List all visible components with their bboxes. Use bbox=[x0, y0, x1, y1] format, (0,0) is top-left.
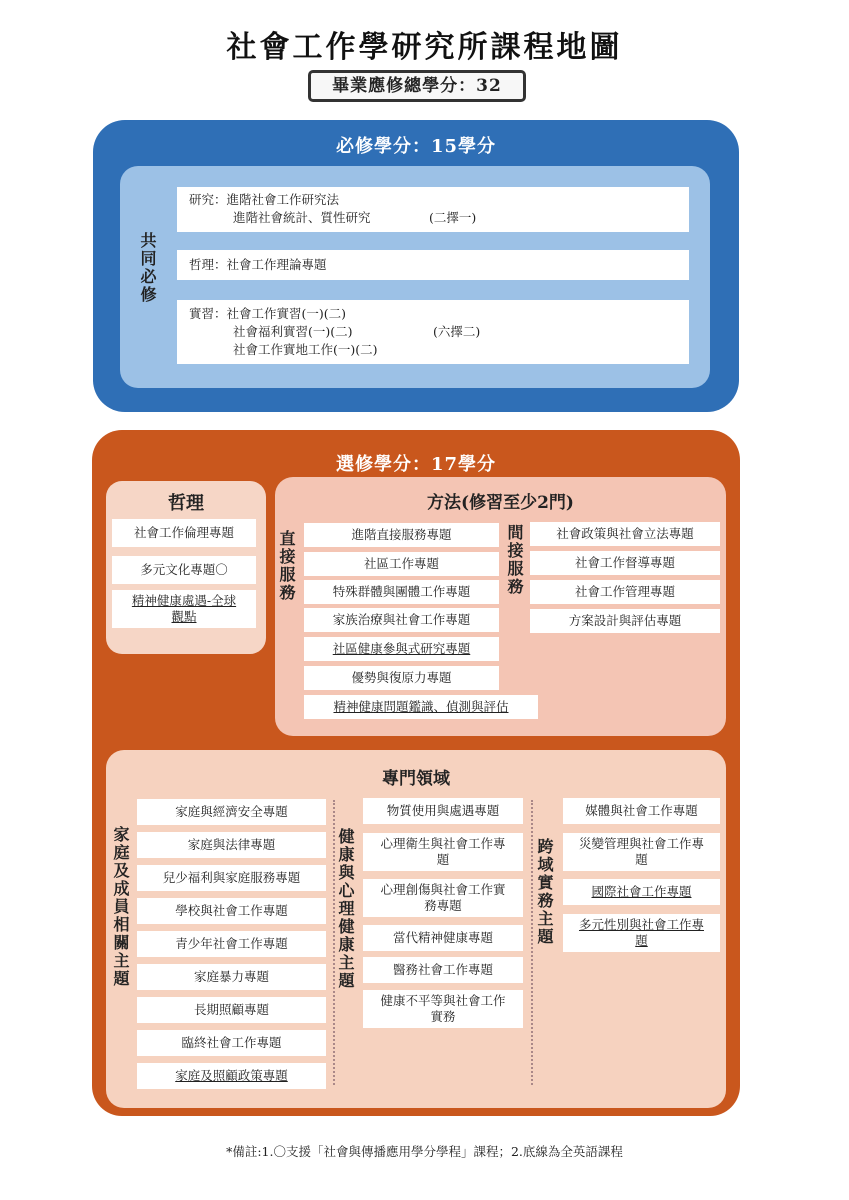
cross-domain-label: 跨域實務主題 bbox=[535, 838, 554, 946]
divider bbox=[333, 800, 335, 1085]
direct-service-label: 直接服務 bbox=[277, 530, 296, 602]
required-heading: 必修學分：15學分 bbox=[335, 136, 497, 157]
health-item: 當代精神健康專題 bbox=[363, 925, 523, 951]
direct-item: 優勢與復原力專題 bbox=[304, 666, 499, 690]
direct-item: 進階直接服務專題 bbox=[304, 523, 499, 547]
direct-item: 精神健康問題鑑識、偵測與評估 bbox=[304, 695, 538, 719]
indirect-item: 方案設計與評估專題 bbox=[530, 609, 720, 633]
common-required-label: 共同必修 bbox=[138, 232, 157, 304]
health-item: 健康不平等與社會工作實務 bbox=[363, 990, 523, 1028]
divider bbox=[531, 800, 533, 1085]
direct-item: 社區健康參與式研究專題 bbox=[304, 637, 499, 661]
family-item: 家庭暴力專題 bbox=[137, 964, 326, 990]
health-item: 醫務社會工作專題 bbox=[363, 957, 523, 983]
total-credits-badge: 畢業應修總學分：32 bbox=[308, 70, 526, 102]
philosophy-title: 哲理 bbox=[168, 493, 204, 514]
philosophy-required-text: 哲理：社會工作理論專題 bbox=[189, 257, 327, 272]
practicum-line-3: 社會工作實地工作(一)(二) bbox=[233, 342, 378, 357]
philosophy-item: 社會工作倫理專題 bbox=[112, 519, 256, 547]
philosophy-item: 多元文化專題〇 bbox=[112, 556, 256, 584]
direct-item: 社區工作專題 bbox=[304, 552, 499, 576]
family-item: 家庭與經濟安全專題 bbox=[137, 799, 326, 825]
family-item: 青少年社會工作專題 bbox=[137, 931, 326, 957]
indirect-item: 社會政策與社會立法專題 bbox=[530, 522, 720, 546]
philosophy-item: 精神健康處遇-全球觀點 bbox=[112, 590, 256, 628]
indirect-item: 社會工作管理專題 bbox=[530, 580, 720, 604]
health-topic-label: 健康與心理健康主題 bbox=[336, 828, 355, 990]
practicum-line-2: 社會福利實習(一)(二) bbox=[233, 324, 353, 339]
practicum-box bbox=[177, 300, 689, 364]
family-item: 學校與社會工作專題 bbox=[137, 898, 326, 924]
research-line-2: 進階社會統計、質性研究 bbox=[233, 210, 371, 225]
research-line-1: 研究：進階社會工作研究法 bbox=[189, 192, 340, 207]
health-item: 物質使用與處遇專題 bbox=[363, 798, 523, 824]
cross-item: 多元性別與社會工作專題 bbox=[563, 914, 720, 952]
family-item: 家庭與法律專題 bbox=[137, 832, 326, 858]
family-item: 長期照顧專題 bbox=[137, 997, 326, 1023]
methods-title: 方法(修習至少2門) bbox=[427, 493, 574, 513]
philosophy-required-box bbox=[177, 250, 689, 280]
practicum-note: (六擇二) bbox=[433, 324, 481, 339]
research-note: (二擇一) bbox=[429, 210, 477, 225]
research-box bbox=[177, 187, 689, 232]
direct-item: 特殊群體與團體工作專題 bbox=[304, 580, 499, 604]
family-item: 兒少福利與家庭服務專題 bbox=[137, 865, 326, 891]
specialized-title: 專門領域 bbox=[382, 769, 450, 789]
footer-note: *備註:1.〇支援「社會與傳播應用學分學程」課程；2.底線為全英語課程 bbox=[226, 1144, 623, 1159]
indirect-item: 社會工作督導專題 bbox=[530, 551, 720, 575]
health-item: 心理創傷與社會工作實務專題 bbox=[363, 879, 523, 917]
family-item: 臨終社會工作專題 bbox=[137, 1030, 326, 1056]
elective-heading: 選修學分：17學分 bbox=[335, 454, 497, 475]
cross-item: 媒體與社會工作專題 bbox=[563, 798, 720, 824]
family-topic-label: 家庭及成員相關主題 bbox=[111, 826, 130, 988]
page-title: 社會工作學研究所課程地圖 bbox=[226, 30, 623, 65]
practicum-line-1: 實習：社會工作實習(一)(二) bbox=[189, 306, 347, 321]
direct-item: 家族治療與社會工作專題 bbox=[304, 608, 499, 632]
cross-item: 災變管理與社會工作專題 bbox=[563, 833, 720, 871]
cross-item: 國際社會工作專題 bbox=[563, 879, 720, 905]
family-item: 家庭及照顧政策專題 bbox=[137, 1063, 326, 1089]
indirect-service-label: 間接服務 bbox=[505, 524, 524, 596]
health-item: 心理衛生與社會工作專題 bbox=[363, 833, 523, 871]
